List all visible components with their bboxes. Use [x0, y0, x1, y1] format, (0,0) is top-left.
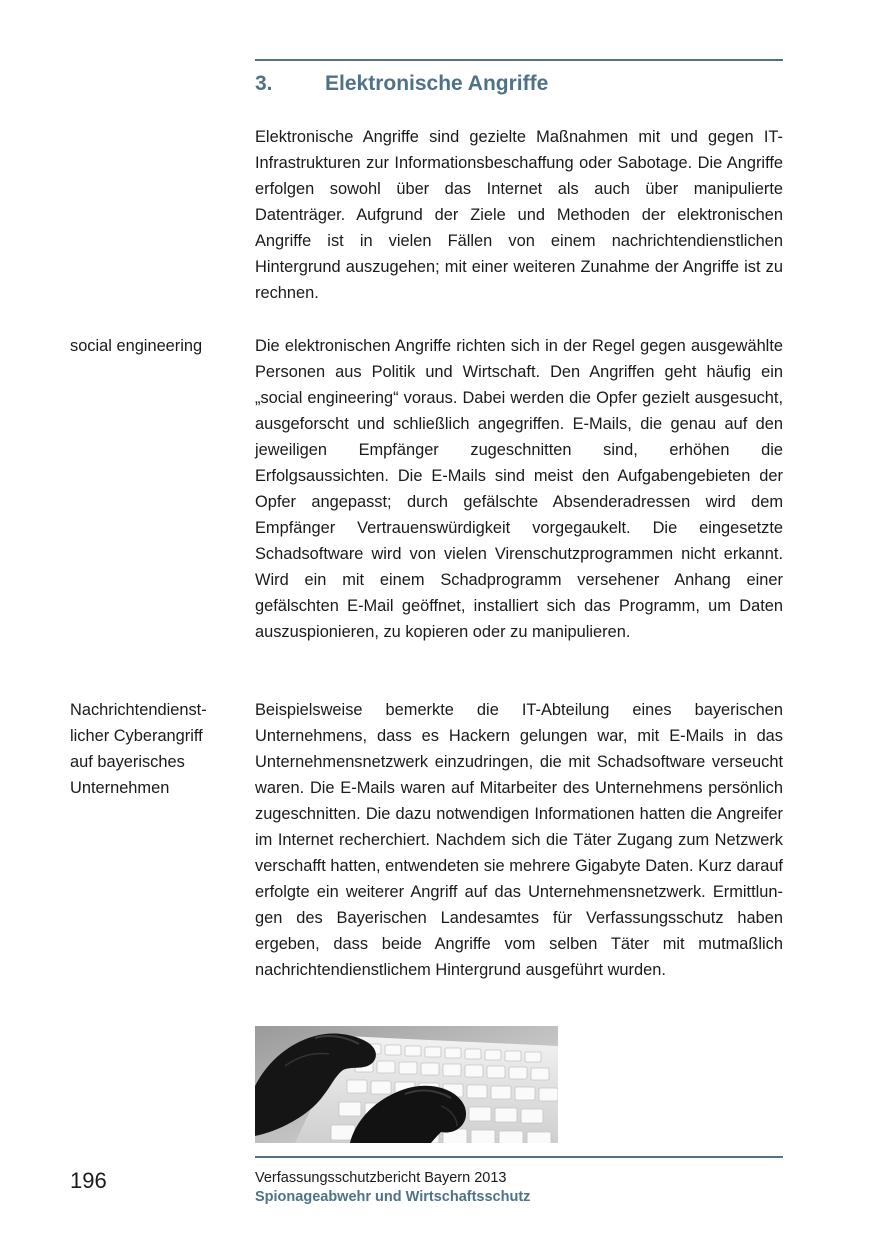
paragraph-cyberattack-example: Beispielsweise bemerkte die IT-Abteilung eines bayerischen Unternehmens, dass es Hackern gelungen war, mit E-Mails in das Unternehmensnetzwerk einzudringen, die mit Schadsoftware verseucht waren. Die E-Mails waren auf Mitarbeiter des Unternehmens persönlich zugeschnitten. Die dazu notwendigen Informationen hatten die Angreifer im Internet recherchiert. Nachdem sich die Täter Zugang zum Netzwerk verschafft hatten, entwendeten sie mehrere Gigabyte Daten. Kurz darauf erfolgte ein weiterer Angriff auf das Unternehmensnetzwerk. Ermittlungen des Bayerischen Landesamtes für Verfassungsschutz haben ergeben, dass beide Angriffe vom selben Täter mit mutmaßlich nachrichtendienstlichem Hintergrund ausgeführt wurden.	[255, 701, 783, 979]
top-divider	[255, 59, 783, 61]
keyboard-photo-illustration	[255, 1026, 558, 1143]
footer-divider	[255, 1156, 783, 1158]
paragraph-intro: Elektronische Angriffe sind gezielte Maßnahmen mit und gegen IT-Infrastrukturen zur Informationsbeschaffung oder Sabotage. Die Angriffe erfolgen sowohl über das Internet als auch über manipulierte Datenträger. Aufgrund der Ziele und Methoden der elektronischen Angriffe ist in vielen Fällen von einem nachrichtendienstlichen Hintergrund auszugehen; mit einer weiteren Zunahme der Angriffe ist zu rechnen.	[255, 128, 783, 302]
section-number: 3.	[255, 72, 273, 95]
gloved-hands-keyboard-image	[255, 1026, 558, 1143]
footer-chapter-title: Spionageabwehr und Wirtschaftsschutz	[255, 1189, 531, 1205]
margin-note-cyberattack: Nachrichtendienst- licher Cyberangriff auf bayerisches Unternehmen	[70, 701, 207, 797]
paragraph-social-engineering: Die elektronischen Angriffe richten sich in der Regel gegen ausgewählte Personen aus Politik und Wirtschaft. Den Angriffen geht häufig ein „social engineering“ voraus. Dabei werden die Opfer gezielt ausgesucht, ausgeforscht und schließlich angegriffen. E-Mails, die genau auf den jeweiligen Empfänger zugeschnitten sind, erhöhen die Erfolgsaussichten. Die E-Mails sind meist den Aufgabengebieten der Opfer angepasst; durch gefälschte Absenderadressen wird dem Empfänger Vertrauenswürdigkeit vorgegaukelt. Die eingesetzte Schadsoftware wird von vielen Virenschutzprogrammen nicht erkannt. Wird ein mit einem Schadprogramm versehener Anhang einer gefälschten E-Mail geöffnet, installiert sich das Programm, um Daten auszuspionieren, zu kopieren oder zu manipulieren.	[255, 337, 783, 641]
margin-note-social-engineering: social engineering	[70, 337, 203, 355]
page-number: 196	[70, 1168, 107, 1193]
section-heading	[255, 72, 783, 96]
footer-report-title: Verfassungsschutzbericht Bayern 2013	[255, 1170, 507, 1186]
section-title: Elektronische Angriffe	[325, 72, 549, 95]
